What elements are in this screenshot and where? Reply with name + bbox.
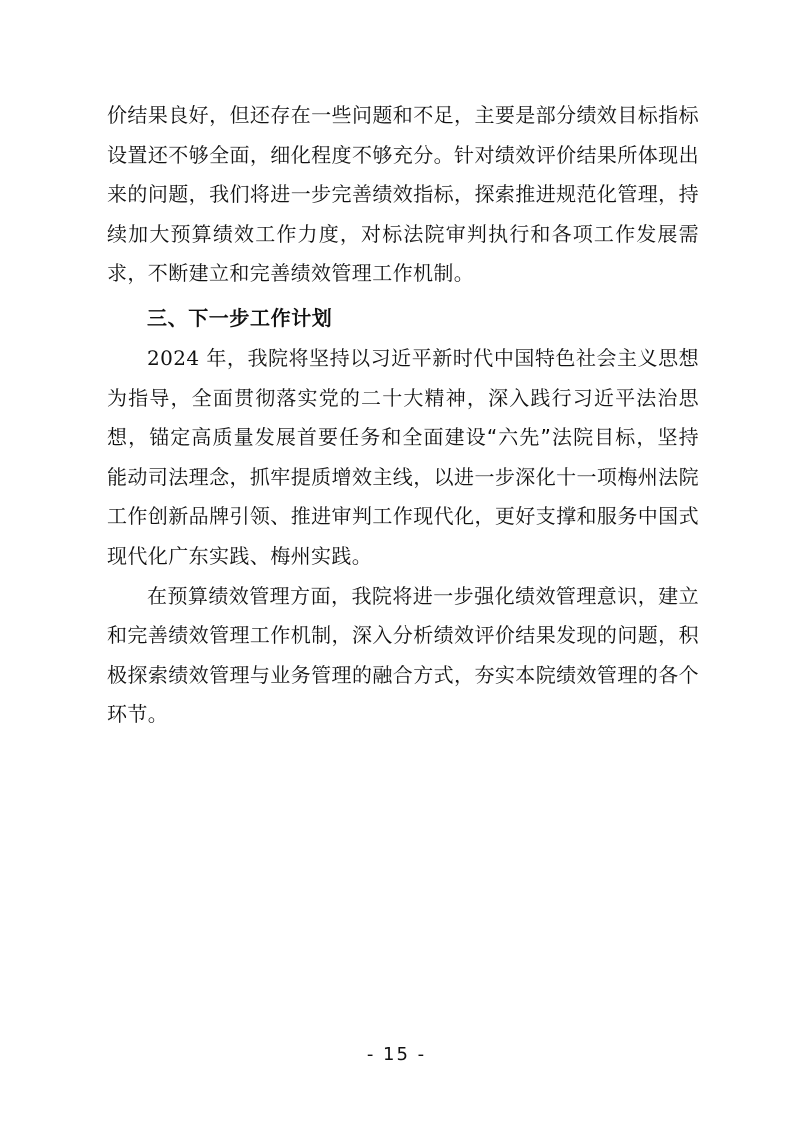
paragraph-work-plan xyxy=(107,339,699,577)
paragraph-performance-management: 在预算绩效管理方面，我院将进一步强化绩效管理意识，建立和完善绩效管理工作机制，深入分析绩效评价结果发现的问题，积极探索绩效管理与业务管理的融合方式，夯实本院绩效管理的各个环节。 xyxy=(107,583,699,727)
paragraph-continuation: 价结果良好，但还存在一些问题和不足，主要是部分绩效目标指标设置还不够全面，细化程度不够充分。针对绩效评价结果所体现出来的问题，我们将进一步完善绩效指标，探索推进规范化管理，持续加大预算绩效工作力度，对标法院审判执行和各项工作发展需求，不断建立和完善绩效管理工作机制。 xyxy=(107,103,699,286)
year-text: 2024 xyxy=(147,345,200,370)
document-body xyxy=(107,96,699,735)
section-heading-next-steps: 三、下一步工作计划 xyxy=(147,305,333,330)
paragraph-work-plan-text: 年，我院将坚持以习近平新时代中国特色社会主义思想为指导，全面贯彻落实党的二十大精神，深入践行习近平法治思想，锚定高质量发展首要任务和全面建设“六先”法院目标，坚持能动司法理念，抓牢提质增效主线，以进一步深化十一项梅州法院工作创新品牌引领、推进审判工作现代化，更好支撑和服务中国式现代化广东实践、梅州实践。 xyxy=(107,345,699,568)
page-number: - 15 - xyxy=(366,1044,427,1065)
